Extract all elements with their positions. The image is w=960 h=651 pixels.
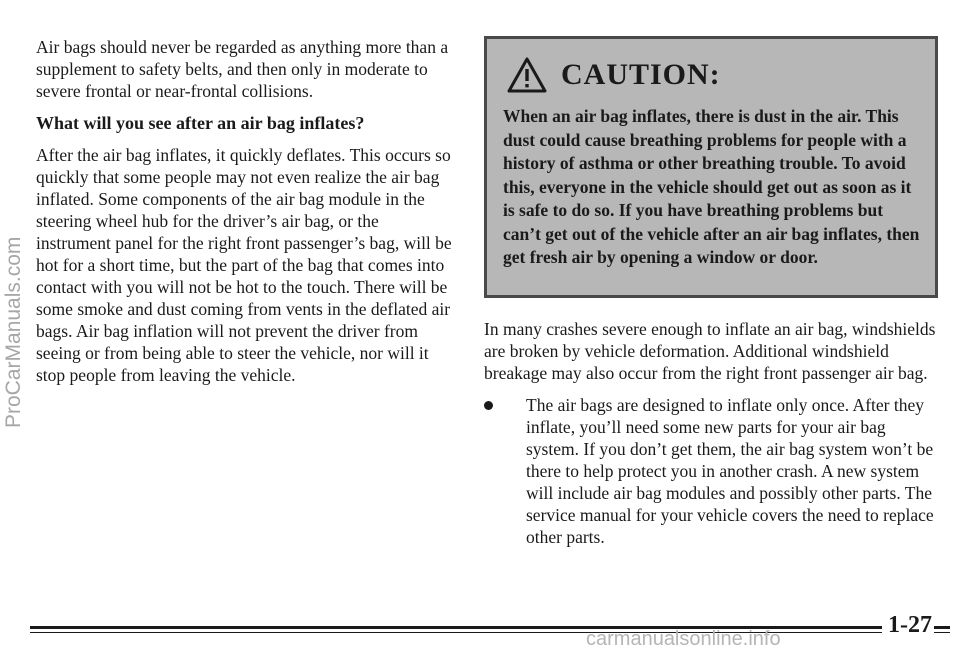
caution-title: CAUTION: [561,58,721,91]
caution-box [484,36,938,298]
caution-text: When an air bag inflates, there is dust in the air. This dust could cause breathing problems for people with a history of asthma or other breathing trouble. To avoid this, everyone in the vehicle should get out as soon as it is safe to do so. If you have breathing problems but can’t get out of the vehicle after an air bag inflates, then get fresh air by opening a window or door. [503,106,920,267]
bullet-text: The air bags are designed to inflate only once. After they inflate, you’ll need some new parts for your air bag system. If you don’t get them, the air bag system won’t be there to help protect you in another crash. A new system will include air bag modules and possibly other parts. The service manual for your vehicle covers the need to replace other parts. [526,395,934,547]
bullet-dot-icon [484,401,493,410]
right-body [484,318,938,548]
bottom-watermark: carmanualsonline.info [586,628,781,650]
side-watermark: ProCarManuals.com [2,236,25,428]
page-number: 1-27 [882,612,934,638]
footer-rule [30,626,950,629]
windshield-paragraph: In many crashes severe enough to inflate an air bag, windshields are broken by vehicle deformation. Additional windshield breakage may also occur from the right front passenger air bag. [484,319,936,383]
section-heading: What will you see after an air bag inflates? [36,113,365,133]
warning-triangle-icon [507,57,547,93]
intro-paragraph: Air bags should never be regarded as anything more than a supplement to safety belts, and then only in moderate to severe frontal or near-frontal collisions. [36,37,449,101]
right-column [484,36,938,548]
bullet-item [484,394,938,548]
footer-rule-thin [30,632,950,633]
caution-header [507,57,921,93]
bullet-list [484,394,938,548]
answer-paragraph: After the air bag inflates, it quickly deflates. This occurs so quickly that some people may not even realize the air bag inflated. Some components of the air bag module in the steering wheel hub for the driver’s air bag, or the instrument panel for the right front passenger’s bag, will be hot for a short time, but the part of the bag that comes into contact with you will not be hot to the touch. There will be some smoke and dust coming from vents in the deflated air bags. Air bag inflation will not prevent the driver from seeing or from being able to steer the vehicle, nor will it stop people from leaving the vehicle. [36,145,452,385]
left-column [36,36,456,396]
